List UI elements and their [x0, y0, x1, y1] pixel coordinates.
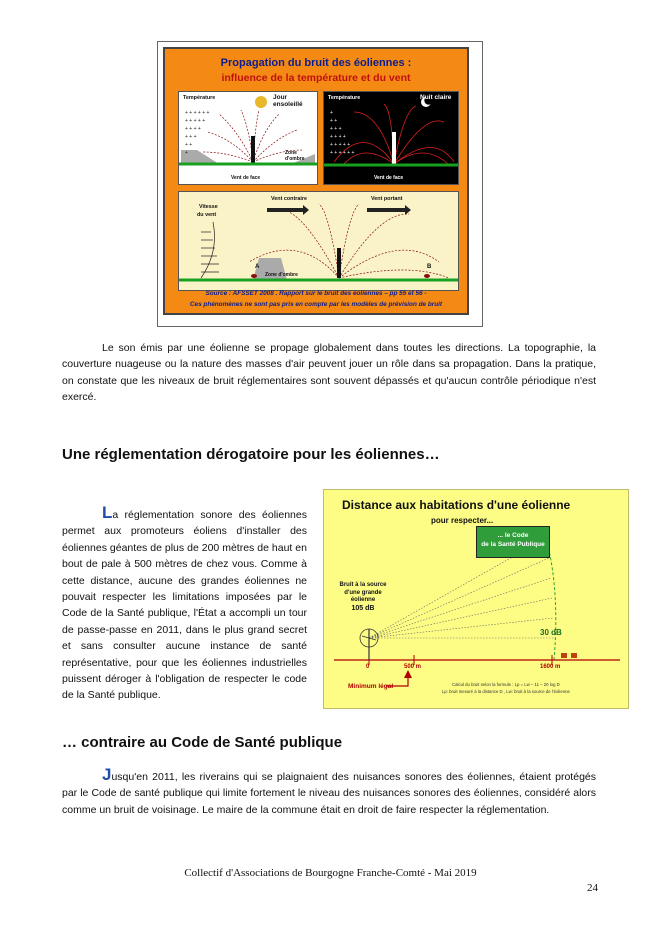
paragraph-propagation: Le son émis par une éolienne se propage globalement dans toutes les directions. La topographie, la couverture nuageuse ou la nature des masses d'air peuvent jouer un rôle dans sa propagation. Dans la pratique, on constate que les niveaux de bruit réglementaires sont souvent dépassés et qu'aucun contrôle périodique n'est exercé.: [62, 342, 596, 404]
fig2-subtitle: pour respecter...: [431, 516, 494, 525]
day-title: Jour ensoleillé: [273, 94, 303, 108]
figure-source: Source : AFSSET 2008 . Rapport sur le bruit des éoliennes – pp 55 et 56 -: [205, 290, 427, 297]
wind-shadow-label: Zone d'ombre: [265, 272, 298, 278]
wind-contrary-label: Vent contraire: [271, 196, 307, 202]
figure-title-line1: Propagation du bruit des éoliennes :: [220, 57, 412, 69]
wind-carrying-label: Vent portant: [371, 196, 403, 202]
svg-text:+ +: + +: [185, 142, 193, 148]
night-propagation-diagram: [324, 92, 458, 184]
day-shadow-label: Zone d'ombre: [285, 150, 305, 162]
tick-1600: 1600 m: [540, 664, 561, 670]
tick-0: 0: [366, 664, 370, 670]
night-title: Nuit claire: [420, 94, 452, 101]
point-a-label: A: [255, 264, 260, 270]
panel-clear-night: [323, 91, 459, 185]
figure-distance-to-homes: [323, 489, 629, 709]
svg-text:+ + +: + + +: [330, 126, 342, 132]
paragraph-regulation-text: a réglementation sonore des éoliennes permet aux promoteurs éoliens d'installer des éoliennes géantes de plus de 200 mètres de haut en bout de pale à 500 mètres de chez vous. Comme à cette distance, aucune des grandes éoliennes ne pouvait respecter les limitations imposées par le Code de la Santé publique, l'État a accompli un tour de passe-passe en 2011, dans le plus grand secret et sans consulter aucune instance de santé représentative, pour que les éoliennes industrielles puissent déroger à l'obligation de respecter le code de la Santé publique.: [62, 509, 307, 702]
svg-text:+ + + + +: + + + + +: [185, 118, 206, 124]
heading-contrary-health-code: … contraire au Code de Santé publique: [62, 734, 343, 751]
wind-propagation-diagram: [179, 192, 458, 290]
tick-500: 500 m: [404, 664, 422, 670]
svg-text:+ + + + + +: + + + + + +: [330, 150, 355, 156]
svg-text:+: +: [330, 110, 333, 116]
svg-text:+ + +: + + +: [185, 134, 197, 140]
source-db: 105 dB: [351, 604, 375, 612]
svg-text:+ + + +: + + + +: [330, 134, 346, 140]
night-temp-label: Température: [328, 95, 361, 101]
figure-wind-noise-propagation: [157, 41, 483, 327]
svg-text:+ +: + +: [330, 118, 338, 124]
source-noise-label: [338, 582, 388, 612]
source-label-2: d'une grande: [344, 589, 382, 596]
page-number: 24: [587, 882, 598, 894]
heading-derogatory-regulation: Une réglementation dérogatoire pour les éoliennes…: [62, 446, 440, 463]
night-wind-label: Vent de face: [374, 175, 404, 181]
page-footer: Collectif d'Associations de Bourgogne Franche-Comté - Mai 2019: [184, 867, 477, 879]
wind-speed-label-1: Vitesse: [199, 204, 218, 210]
svg-text:+ + + + +: + + + + +: [330, 142, 351, 148]
formula-line2: Lp: bruit mesuré à la distance D , Lw: bruit à la source de l'éolienne: [442, 689, 570, 694]
point-b-label: B: [427, 264, 432, 270]
db-30-label: 30 dB: [540, 628, 562, 637]
panel-wind-effect: [178, 191, 459, 291]
source-label-3: éolienne: [350, 597, 376, 603]
day-wind-label: Vent de face: [231, 175, 261, 181]
day-temp-label: Température: [183, 95, 216, 101]
minimum-legal-label: Minimum légal: [348, 683, 394, 690]
wind-speed-label-2: du vent: [197, 212, 217, 218]
source-label-1: Bruit à la source: [339, 582, 387, 588]
svg-text:+ + + + + +: + + + + + +: [185, 110, 210, 116]
formula-line1: Calcul du bruit selon la formule : Lp = Lw – 11 – 20 log D: [452, 682, 560, 687]
svg-text:+: +: [185, 150, 188, 156]
figure-orange-frame: [163, 47, 469, 315]
svg-text:+ + + +: + + + +: [185, 126, 201, 132]
fig2-title: Distance aux habitations d'une éolienne: [342, 498, 571, 512]
paragraph-regulation: [62, 505, 307, 704]
figure-caption: Ces phénomènes ne sont pas pris en compte par les modèles de prévision de bruit: [189, 301, 443, 308]
paragraph-history-text: usqu'en 2011, les riverains qui se plaignaient des nuisances sonores des éoliennes, étaient protégés par le Code de santé publique qui limite fortement le niveau des nuisances sonores des éoliennes, considéré alors comme un bruit de voisinage. Le maire de la commune était en droit de faire respecter la réglementation.: [62, 771, 596, 816]
code-box-line1: ... le Code: [497, 532, 529, 539]
code-sante-box: [476, 526, 550, 558]
paragraph-history: [62, 767, 596, 818]
panel-sunny-day: [178, 91, 318, 185]
figure-title-line2: influence de la température et du vent: [221, 72, 411, 84]
dropcap-l: L: [102, 503, 113, 522]
dropcap-j: J: [102, 765, 112, 784]
code-box-line2: de la Santé Publique: [481, 541, 545, 548]
